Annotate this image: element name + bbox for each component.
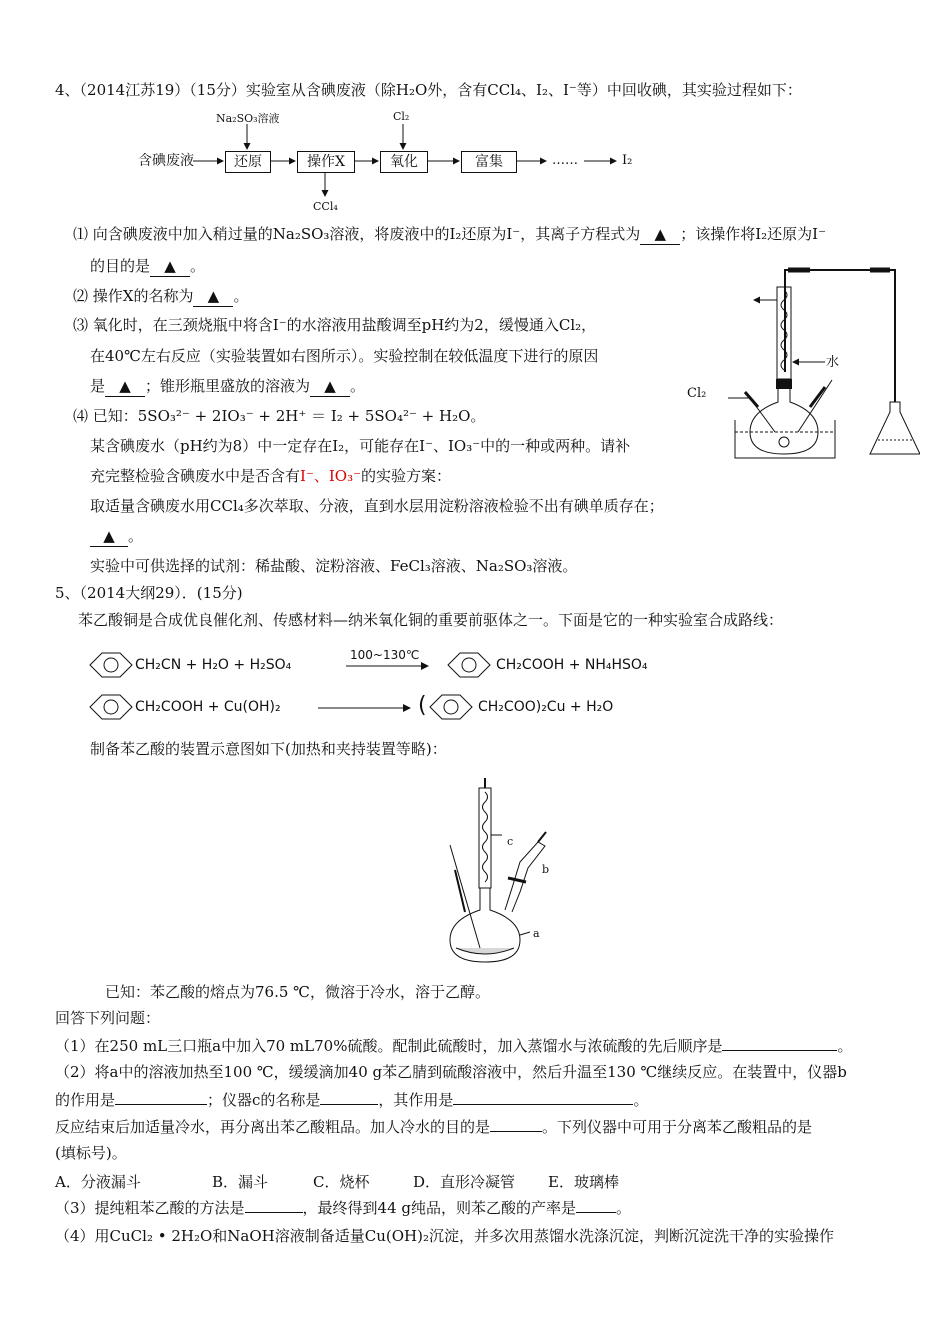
q5-s3: （3）提纯粗苯乙酸的方法是 ，最终得到44 g纯品，则苯乙酸的产率是 。	[55, 1199, 632, 1217]
flow-dots: ……	[552, 153, 578, 168]
three-neck-flask-apparatus	[690, 262, 920, 462]
flow-reagent-cl2: Cl₂	[393, 110, 410, 123]
q5-intro: 苯乙酸铜是合成优良催化剂、传感材料—纳米氧化铜的重要前驱体之一。下面是它的一种实验室合成路线：	[78, 611, 784, 629]
q5-s2-line2: 的作用是 ；仪器c的名称是 ，其作用是 。	[55, 1091, 649, 1109]
flow-step-operation-x: 操作X	[297, 151, 355, 173]
rxn2-right: CH₂COO)₂Cu + H₂O	[478, 699, 614, 715]
q4-p2: ⑵ 操作X的名称为 ▲ 。	[73, 287, 249, 305]
label-c: c	[507, 835, 514, 848]
answer-blank[interactable]	[576, 1212, 616, 1213]
highlight-ions: I⁻、IO₃⁻	[300, 467, 362, 485]
q4-p1-line1: ⑴ 向含碘废液中加入稍过量的Na₂SO₃溶液，将废液中的I₂还原为I⁻，其离子方程式为 ▲ ；该操作将I₂还原为I⁻	[73, 225, 827, 243]
answer-blank[interactable]: ▲	[90, 526, 128, 547]
flow-reagent-na2so3: Na₂SO₃溶液	[216, 112, 280, 125]
q4-p3-line2: 在40℃左右反应（实验装置如右图所示）。实验控制在较低温度下进行的原因	[90, 347, 599, 365]
rxn2-left: CH₂COOH + Cu(OH)₂	[135, 699, 281, 715]
option-e[interactable]: E．玻璃棒	[548, 1173, 619, 1191]
answer-blank[interactable]	[722, 1050, 837, 1051]
rxn2-paren: (	[418, 693, 427, 718]
flow-out-ccl4: CCl₄	[313, 200, 338, 213]
label-water: 水	[826, 355, 840, 370]
q4-title: 4、（2014江苏19）（15分）实验室从含碘废液（除H₂O外，含有CCl₄、I₂、I⁻等）中回收碘，其实验过程如下：	[55, 81, 802, 99]
flow-start: 含碘废液	[138, 153, 194, 169]
flow-arrows	[0, 0, 950, 220]
label-a: a	[533, 927, 540, 940]
flow-step-enrich: 富集	[461, 151, 517, 173]
q4-p3-line3: 是 ▲ ；锥形瓶里盛放的溶液为 ▲ 。	[90, 377, 366, 395]
rxn1-condition: 100~130℃	[350, 648, 420, 662]
rxn1-left: CH₂CN + H₂O + H₂SO₄	[135, 657, 292, 673]
answer-blank[interactable]: ▲	[640, 224, 680, 245]
flow-end-i2: I₂	[622, 153, 633, 168]
q4-p4-line4: 取适量含碘废水用CCl₄多次萃取、分液，直到水层用淀粉溶液检验不出有碘单质存在；	[90, 497, 664, 515]
option-b[interactable]: B．漏斗	[212, 1173, 269, 1191]
q4-p4-reagents: 实验中可供选择的试剂：稀盐酸、淀粉溶液、FeCl₃溶液、Na₂SO₃溶液。	[90, 557, 578, 575]
q5-device-intro: 制备苯乙酸的装置示意图如下(加热和夹持装置等略)：	[90, 740, 447, 758]
answer-blank[interactable]	[245, 1212, 303, 1213]
flow-step-reduce: 还原	[225, 151, 271, 173]
q5-known: 已知：苯乙酸的熔点为76.5 ℃，微溶于冷水，溶于乙醇。	[105, 983, 490, 1001]
q5-title: 5、（2014大纲29）．(15分)	[55, 584, 243, 602]
rxn1-right: CH₂COOH + NH₄HSO₄	[496, 657, 648, 673]
answer-blank[interactable]	[453, 1104, 633, 1105]
option-c[interactable]: C．烧杯	[313, 1173, 370, 1191]
option-d[interactable]: D．直形冷凝管	[413, 1173, 516, 1191]
q4-p4-line1: ⑷ 已知：5SO₃²⁻ + 2IO₃⁻ + 2H⁺ ＝ I₂ + 5SO₄²⁻ + H₂O。	[73, 407, 486, 425]
answer-blank[interactable]: ▲	[193, 286, 233, 307]
q5-s2-line1: （2）将a中的溶液加热至100 ℃，缓缓滴加40 g苯乙腈到硫酸溶液中，然后升温至130 ℃继续反应。在装置中，仪器b	[55, 1063, 847, 1081]
q5-s4: （4）用CuCl₂ • 2H₂O和NaOH溶液制备适量Cu(OH)₂沉淀，并多次用蒸馏水洗涤沉淀，判断沉淀洗干净的实验操作	[55, 1227, 834, 1245]
q4-p1-line2: 的目的是 ▲ 。	[90, 257, 206, 275]
q4-p4-line5: ▲ 。	[90, 526, 143, 547]
q5-s2-line4: (填标号)。	[55, 1144, 127, 1162]
answer-blank[interactable]: ▲	[150, 256, 190, 277]
answer-blank[interactable]	[115, 1104, 207, 1105]
label-b: b	[542, 863, 550, 876]
label-cl2-inlet: Cl₂	[687, 386, 707, 401]
answer-blank[interactable]: ▲	[310, 376, 350, 397]
option-a[interactable]: A．分液漏斗	[55, 1173, 141, 1191]
answer-blank[interactable]: ▲	[105, 376, 145, 397]
q5-answer-prompt: 回答下列问题：	[55, 1009, 161, 1027]
answer-blank[interactable]	[490, 1131, 542, 1132]
q4-p4-line3: 充完整检验含碘废水中是否含有I⁻、IO₃⁻的实验方案：	[90, 467, 452, 485]
flow-step-oxidize: 氧化	[380, 151, 428, 173]
answer-blank[interactable]	[320, 1104, 378, 1105]
q5-s1: （1）在250 mL三口瓶a中加入70 mL70%硫酸。配制此硫酸时，加入蒸馏水与浓硫酸的先后顺序是 。	[55, 1037, 853, 1055]
q4-p4-line2: 某含碘废水（pH约为8）中一定存在I₂，可能存在I⁻、IO₃⁻中的一种或两种。请补	[90, 437, 631, 455]
three-neck-flask-reflux	[430, 770, 590, 970]
q5-s2-line3: 反应结束后加适量冷水，再分离出苯乙酸粗品。加人冷水的目的是 。下列仪器中可用于分离苯乙酸粗品的是	[55, 1118, 813, 1136]
q4-p3-line1: ⑶ 氧化时，在三颈烧瓶中将含I⁻的水溶液用盐酸调至pH约为2，缓慢通入Cl₂，	[73, 316, 597, 334]
